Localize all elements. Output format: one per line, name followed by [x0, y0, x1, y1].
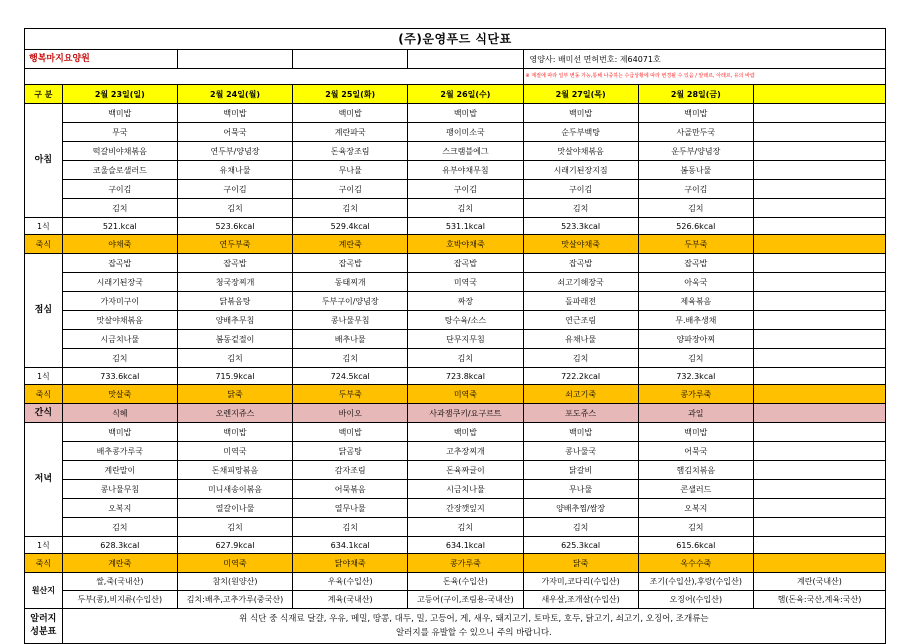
allergy-notice-line2: 알러지를 유발할 수 있으니 주의 바랍니다.	[395, 628, 552, 638]
menu-item: 양파장아찌	[638, 330, 753, 349]
menu-item: 동태찌개	[293, 273, 408, 292]
menu-item: 시래기된장지짐	[523, 161, 638, 180]
porridge-item: 계란죽	[293, 235, 408, 254]
menu-item: 김치	[293, 199, 408, 218]
porridge-item: 닭죽	[177, 385, 292, 404]
menu-item: 김치	[177, 518, 292, 537]
menu-item: 잡곡밥	[408, 254, 523, 273]
day-header: 2월 26일(수)	[408, 85, 523, 104]
menu-item: 돈채피망볶음	[177, 461, 292, 480]
kcal-value: 529.4kcal	[293, 218, 408, 235]
snack-item: 바이오	[293, 404, 408, 423]
dinner-menu-row	[25, 480, 886, 499]
allergy-notice	[62, 609, 885, 644]
menu-item: 계란말이	[62, 461, 177, 480]
kcal-value: 531.1kcal	[408, 218, 523, 235]
origin-label: 원산지	[25, 573, 63, 609]
porridge-item: 쇠고기죽	[523, 385, 638, 404]
menu-item: 백미밥	[177, 104, 292, 123]
menu-item: 김치	[293, 349, 408, 368]
dinner-menu-row	[25, 442, 886, 461]
kcal-label: 1식	[25, 218, 63, 235]
kcal-label: 1식	[25, 368, 63, 385]
menu-item: 연두부/양념장	[177, 142, 292, 161]
origin-cell: 돈육(수입산)	[408, 573, 523, 591]
kcal-value: 627.9kcal	[177, 537, 292, 554]
day-header: 2월 23일(일)	[62, 85, 177, 104]
menu-item: 감자조림	[293, 461, 408, 480]
porridge-item: 호박야채죽	[408, 235, 523, 254]
origin-cell: 계육(국내산)	[293, 591, 408, 609]
dinner-menu-row	[25, 461, 886, 480]
menu-item: 봄동겉절이	[177, 330, 292, 349]
menu-item: 백미밥	[293, 104, 408, 123]
menu-item: 잡곡밥	[293, 254, 408, 273]
menu-item: 잡곡밥	[177, 254, 292, 273]
porridge-item: 맛살야채죽	[523, 235, 638, 254]
menu-item: 봄동나물	[638, 161, 753, 180]
menu-item: 김치	[62, 518, 177, 537]
menu-item: 가자미구이	[62, 292, 177, 311]
kcal-value: 628.3kcal	[62, 537, 177, 554]
menu-item: 쇠고기해장국	[523, 273, 638, 292]
snack-item: 과일	[638, 404, 753, 423]
menu-item: 김치	[523, 518, 638, 537]
page-title: (주)운영푸드 식단표	[25, 29, 886, 50]
menu-item: 콩나물무침	[62, 480, 177, 499]
kcal-value: 625.3kcal	[523, 537, 638, 554]
menu-item: 백미밥	[177, 423, 292, 442]
menu-item: 유부야채무침	[408, 161, 523, 180]
menu-item: 미역국	[177, 442, 292, 461]
origin-cell: 새우살,조개살(수입산)	[523, 591, 638, 609]
kcal-value: 523.6kcal	[177, 218, 292, 235]
snack-section	[25, 404, 886, 423]
kcal-value: 615.6kcal	[638, 537, 753, 554]
menu-item: 백미밥	[638, 104, 753, 123]
snack-row	[25, 404, 886, 423]
porridge-label: 죽식	[25, 385, 63, 404]
menu-item: 어묵볶음	[293, 480, 408, 499]
dinner-kcal-row	[25, 537, 886, 554]
menu-item: 김치	[62, 199, 177, 218]
menu-item: 구이김	[408, 180, 523, 199]
menu-item: 무나물	[523, 480, 638, 499]
kcal-label: 1식	[25, 537, 63, 554]
kcal-value: 523.3kcal	[523, 218, 638, 235]
porridge-label: 죽식	[25, 235, 63, 254]
menu-item: 백미밥	[408, 423, 523, 442]
porridge-item: 미역죽	[177, 554, 292, 573]
menu-item: 백미밥	[62, 104, 177, 123]
porridge-item: 콩가루죽	[638, 385, 753, 404]
menu-item: 구이김	[638, 180, 753, 199]
porridge-item: 맛살죽	[62, 385, 177, 404]
dinner-porridge-row	[25, 554, 886, 573]
origin-cell: 참치(원양산)	[177, 573, 292, 591]
menu-item: 콩나물국	[523, 442, 638, 461]
origin-cell: 계란(국내산)	[753, 573, 885, 591]
menu-item: 무나물	[293, 161, 408, 180]
menu-item: 김치	[408, 199, 523, 218]
snack-item: 식혜	[62, 404, 177, 423]
kcal-value: 634.1kcal	[293, 537, 408, 554]
origin-cell: 오징어(수입산)	[638, 591, 753, 609]
origin-cell: 우육(수입산)	[293, 573, 408, 591]
day-header: 2월 27일(목)	[523, 85, 638, 104]
lunch-porridge-row	[25, 385, 886, 404]
kcal-value: 724.5kcal	[293, 368, 408, 385]
menu-item: 잡곡밥	[638, 254, 753, 273]
breakfast-menu-row	[25, 199, 886, 218]
menu-item: 미역국	[408, 273, 523, 292]
origin-cell: 조기(수입산),후랑(수입산)	[638, 573, 753, 591]
menu-item: 돈육짜글이	[408, 461, 523, 480]
breakfast-section	[25, 104, 886, 254]
menu-item: 닭갈비	[523, 461, 638, 480]
menu-item: 짜장	[408, 292, 523, 311]
menu-item: 아욱국	[638, 273, 753, 292]
menu-item: 김치	[177, 199, 292, 218]
menu-item: 김치	[638, 199, 753, 218]
menu-item: 돌파래전	[523, 292, 638, 311]
menu-item: 햄김치볶음	[638, 461, 753, 480]
menu-item: 운두부/양념장	[638, 142, 753, 161]
menu-item: 오복지	[62, 499, 177, 518]
dinner-label: 저녁	[25, 423, 63, 537]
lunch-menu-row	[25, 330, 886, 349]
menu-item: 양배추찜/쌈장	[523, 499, 638, 518]
lunch-kcal-row	[25, 368, 886, 385]
porridge-label: 죽식	[25, 554, 63, 573]
breakfast-kcal-row	[25, 218, 886, 235]
menu-item: 팽이미소국	[408, 123, 523, 142]
menu-item: 탕수육/소스	[408, 311, 523, 330]
menu-item: 청국장찌개	[177, 273, 292, 292]
snack-item: 오렌지쥬스	[177, 404, 292, 423]
breakfast-menu-row	[25, 123, 886, 142]
menu-item: 김치	[523, 349, 638, 368]
breakfast-menu-row	[25, 161, 886, 180]
menu-item: 콩나물무침	[293, 311, 408, 330]
menu-item: 떡갈비야채볶음	[62, 142, 177, 161]
menu-item: 시금치나물	[408, 480, 523, 499]
porridge-item: 옥수수죽	[638, 554, 753, 573]
origin-cell: 햄(돈육:국산,계육:국산)	[753, 591, 885, 609]
breakfast-menu-row	[25, 180, 886, 199]
allergy-label-line1: 알러지	[30, 614, 57, 624]
menu-item: 시래기된장국	[62, 273, 177, 292]
origin-cell: 쌀,죽(국내산)	[62, 573, 177, 591]
menu-item: 구이김	[293, 180, 408, 199]
dinner-menu-row	[25, 518, 886, 537]
menu-table	[24, 28, 886, 644]
menu-item: 순두부백탕	[523, 123, 638, 142]
origin-row-2	[25, 591, 886, 609]
snack-item: 사과잼쿠키/요구르트	[408, 404, 523, 423]
menu-item: 양배추무침	[177, 311, 292, 330]
dinner-menu-row	[25, 423, 886, 442]
breakfast-menu-row	[25, 104, 886, 123]
lunch-section	[25, 254, 886, 404]
menu-item: 구이김	[177, 180, 292, 199]
menu-item: 스크램블에그	[408, 142, 523, 161]
menu-item: 두부구이/양념장	[293, 292, 408, 311]
menu-item: 구이김	[523, 180, 638, 199]
menu-item: 맛살야채볶음	[523, 142, 638, 161]
origin-cell: 두부(콩),비지류(수입산)	[62, 591, 177, 609]
lunch-menu-row	[25, 311, 886, 330]
menu-item: 닭곰탕	[293, 442, 408, 461]
kcal-value: 733.6kcal	[62, 368, 177, 385]
notice-text: ※ 계절에 따라 일부 변동 가능,통해 나중하는 수급상황에 따라 변경될 수 있음 / 알레르, 아레르, 유의 바람	[523, 69, 885, 85]
menu-item: 무.배추생채	[638, 311, 753, 330]
menu-item: 단무지무침	[408, 330, 523, 349]
origin-cell: 김치:배추,고추가루(중국산)	[177, 591, 292, 609]
facility-name: 행복마지요양원	[25, 50, 178, 69]
menu-item: 구이김	[62, 180, 177, 199]
porridge-item: 닭야채죽	[293, 554, 408, 573]
porridge-item: 콩가루죽	[408, 554, 523, 573]
menu-item: 김치	[177, 349, 292, 368]
menu-item: 백미밥	[638, 423, 753, 442]
lunch-label: 점심	[25, 254, 63, 368]
kcal-value: 732.3kcal	[638, 368, 753, 385]
kcal-value: 715.9kcal	[177, 368, 292, 385]
dinner-section	[25, 423, 886, 573]
origin-cell: 가자미,코다리(수입산)	[523, 573, 638, 591]
menu-item: 어묵국	[177, 123, 292, 142]
menu-item: 김치	[638, 518, 753, 537]
menu-item: 간장깻잎지	[408, 499, 523, 518]
menu-item: 계란파국	[293, 123, 408, 142]
allergy-label-line2: 성분표	[30, 627, 57, 637]
nutritionist-info: 영양사: 배미선 면허번호: 제64071호	[523, 50, 885, 69]
breakfast-porridge-row	[25, 235, 886, 254]
menu-item: 잡곡밥	[523, 254, 638, 273]
menu-item: 백미밥	[408, 104, 523, 123]
porridge-item: 미역죽	[408, 385, 523, 404]
kcal-value: 634.1kcal	[408, 537, 523, 554]
menu-item: 오복지	[638, 499, 753, 518]
menu-item: 맛살야채볶음	[62, 311, 177, 330]
lunch-menu-row	[25, 273, 886, 292]
menu-item: 백미밥	[523, 423, 638, 442]
allergy-row	[25, 609, 886, 644]
menu-item: 유채나물	[177, 161, 292, 180]
snack-item: 포도쥬스	[523, 404, 638, 423]
menu-sheet	[24, 28, 886, 644]
menu-item: 제육볶음	[638, 292, 753, 311]
menu-item: 사골만두국	[638, 123, 753, 142]
menu-item: 콘샐러드	[638, 480, 753, 499]
menu-item: 백미밥	[523, 104, 638, 123]
menu-item: 백미밥	[62, 423, 177, 442]
day-header: 2월 25일(화)	[293, 85, 408, 104]
porridge-item: 연두부죽	[177, 235, 292, 254]
origin-row-1	[25, 573, 886, 591]
menu-item: 백미밥	[293, 423, 408, 442]
menu-item: 미니새송이볶음	[177, 480, 292, 499]
menu-item: 열갈이나물	[177, 499, 292, 518]
porridge-item: 두부죽	[293, 385, 408, 404]
menu-item: 코울슬로샐러드	[62, 161, 177, 180]
header-row	[25, 85, 886, 104]
menu-item: 연근조림	[523, 311, 638, 330]
menu-item: 유채나물	[523, 330, 638, 349]
menu-item: 배추나물	[293, 330, 408, 349]
menu-item: 돈육장조림	[293, 142, 408, 161]
porridge-item: 야채죽	[62, 235, 177, 254]
porridge-item: 닭죽	[523, 554, 638, 573]
porridge-item: 두부죽	[638, 235, 753, 254]
day-header: 2월 28일(금)	[638, 85, 753, 104]
day-header: 2월 24일(월)	[177, 85, 292, 104]
kcal-value: 526.6kcal	[638, 218, 753, 235]
menu-item: 김치	[62, 349, 177, 368]
origin-cell: 고등어(구이,조림용-국내산)	[408, 591, 523, 609]
lunch-menu-row	[25, 292, 886, 311]
menu-item: 김치	[523, 199, 638, 218]
snack-label: 간식	[25, 404, 63, 423]
allergy-notice-line1: 위 식단 중 식재료 달걀, 우유, 메밀, 땅콩, 대두, 밀, 고등어, 게, 새우, 돼지고기, 토마토, 호두, 닭고기, 쇠고기, 오징어, 조개류는	[239, 614, 709, 624]
breakfast-menu-row	[25, 142, 886, 161]
menu-item: 열무나물	[293, 499, 408, 518]
menu-item: 고추장찌개	[408, 442, 523, 461]
lunch-menu-row	[25, 349, 886, 368]
menu-item: 김치	[638, 349, 753, 368]
menu-item: 김치	[408, 349, 523, 368]
menu-item: 김치	[293, 518, 408, 537]
breakfast-label: 아침	[25, 104, 63, 218]
menu-item: 잡곡밥	[62, 254, 177, 273]
kcal-value: 521.kcal	[62, 218, 177, 235]
menu-item: 김치	[408, 518, 523, 537]
porridge-item: 계란죽	[62, 554, 177, 573]
menu-item: 시금치나물	[62, 330, 177, 349]
menu-item: 어묵국	[638, 442, 753, 461]
menu-item: 무국	[62, 123, 177, 142]
kcal-value: 723.8kcal	[408, 368, 523, 385]
kcal-value: 722.2kcal	[523, 368, 638, 385]
menu-item: 배추콩가루국	[62, 442, 177, 461]
allergy-label	[25, 609, 63, 644]
header-label: 구 분	[25, 85, 63, 104]
dinner-menu-row	[25, 499, 886, 518]
lunch-menu-row	[25, 254, 886, 273]
menu-item: 닭볶음탕	[177, 292, 292, 311]
